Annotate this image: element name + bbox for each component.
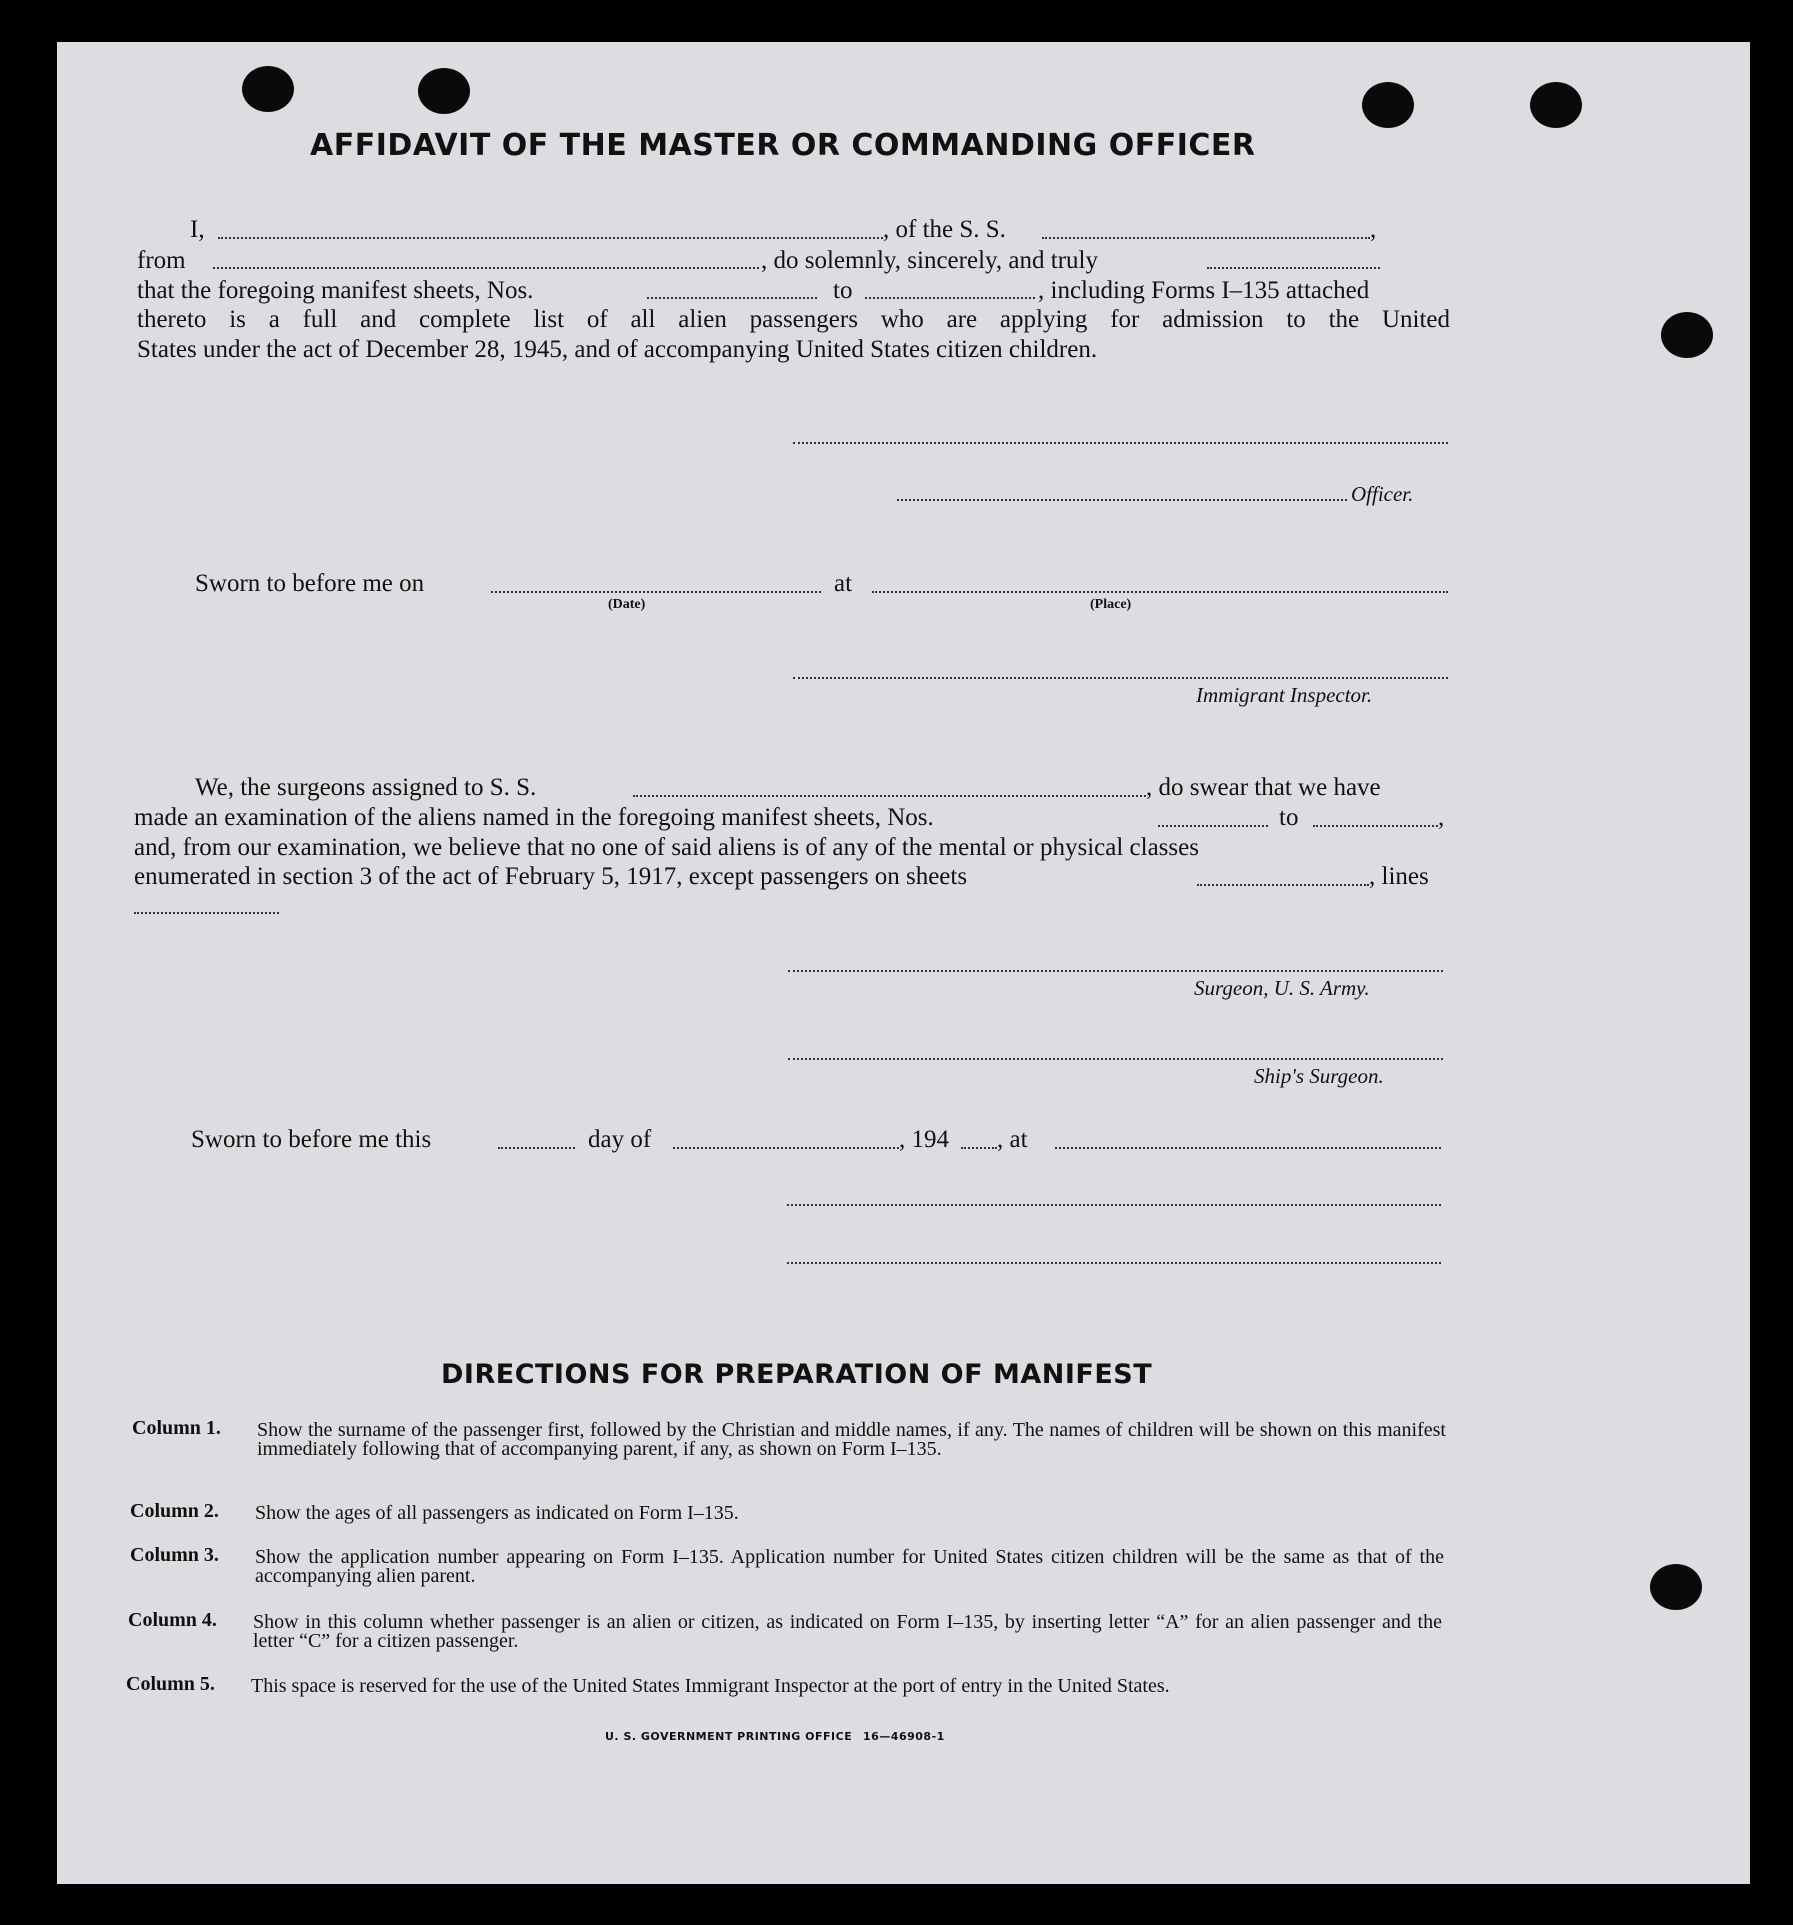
punch-hole — [242, 66, 294, 112]
date-caption: (Date) — [608, 597, 646, 612]
column-label: Column 1. — [132, 1417, 221, 1439]
place-caption: (Place) — [1090, 597, 1132, 612]
inspector-label: Immigrant Inspector. — [1196, 683, 1373, 707]
punch-hole — [1661, 312, 1713, 358]
affidavit-text: I, — [190, 216, 205, 243]
column-label: Column 2. — [130, 1500, 219, 1522]
signature-field[interactable] — [787, 1204, 1441, 1206]
sworn-text: day of — [588, 1126, 652, 1153]
except-sheets-field[interactable] — [1197, 884, 1369, 886]
sworn-text: Sworn to before me this — [191, 1126, 432, 1153]
affidavit-text: , do solemnly, sincerely, and truly — [761, 247, 1098, 274]
punch-hole — [1530, 82, 1582, 128]
affidavit-text: thereto is a full and complete list of all alien passengers who are applying for admission to the United — [137, 306, 1450, 333]
affidavit-text: , — [1370, 216, 1377, 243]
affidavit-text: from — [137, 247, 186, 274]
form-code: 16—46908-1 — [863, 1730, 945, 1743]
army-surgeon-label: Surgeon, U. S. Army. — [1194, 976, 1370, 1000]
sworn-year-field[interactable] — [961, 1147, 997, 1149]
column-text: Show in this column whether passenger is an alien or citizen, as indicated on Form I–135, by inserting letter “A” for an alien passenger and the letter “C” for a citizen passenger. — [253, 1611, 1442, 1652]
affidavit-text: States under the act of December 28, 1945, and of accompanying United States citizen children. — [137, 336, 1098, 363]
column-text: Show the ages of all passengers as indicated on Form I–135. — [255, 1502, 739, 1524]
punch-hole — [1362, 82, 1414, 128]
surgeons-text: , — [1438, 804, 1445, 831]
column-label: Column 5. — [126, 1673, 215, 1695]
sworn-text: Sworn to before me on — [195, 570, 425, 597]
printing-office: U. S. GOVERNMENT PRINTING OFFICE — [605, 1730, 853, 1743]
officer-label: Officer. — [1351, 482, 1414, 506]
surgeon-sheets-from-field[interactable] — [1158, 825, 1268, 827]
affidavit-text: that the foregoing manifest sheets, Nos. — [137, 277, 534, 304]
page-title: AFFIDAVIT OF THE MASTER OR COMMANDING OFFICER — [310, 128, 1256, 163]
sheets-to-field[interactable] — [865, 297, 1035, 299]
surgeon-ship-field[interactable] — [633, 795, 1146, 797]
except-lines-field[interactable] — [134, 912, 279, 914]
column-text: Show the application number appearing on Form I–135. Application number for United States citizen children will be the same as that of the accompanying alien parent. — [255, 1546, 1444, 1587]
affidavit-text: to — [833, 277, 853, 304]
column-text: Show the surname of the passenger first, followed by the Christian and middle names, if any. The names of children will be shown on this manifest immediately following that of accompanying parent, if any, as shown on Form I–135. — [257, 1419, 1446, 1460]
sworn-month-field[interactable] — [673, 1147, 899, 1149]
sworn-day-field[interactable] — [498, 1147, 575, 1149]
surgeons-text: to — [1279, 804, 1299, 831]
surgeons-text: , do swear that we have — [1146, 774, 1381, 801]
sworn-text: at — [834, 570, 853, 597]
column-text: This space is reserved for the use of the United States Immigrant Inspector at the port of entry in the United States. — [251, 1675, 1170, 1697]
surgeons-text: made an examination of the aliens named in the foregoing manifest sheets, Nos. — [134, 804, 934, 831]
punch-hole — [418, 68, 470, 114]
sworn-date-field[interactable] — [491, 591, 821, 593]
surgeons-text: , lines — [1369, 863, 1429, 890]
directions-title: DIRECTIONS FOR PREPARATION OF MANIFEST — [441, 1359, 1153, 1390]
surgeons-text: and, from our examination, we believe that no one of said aliens is of any of the mental or physical classes — [134, 834, 1199, 861]
officer-title-field[interactable] — [897, 499, 1347, 501]
column-label: Column 4. — [128, 1609, 217, 1631]
sworn-at-field[interactable] — [1055, 1147, 1441, 1149]
army-surgeon-signature-field[interactable] — [788, 970, 1443, 972]
sheets-from-field[interactable] — [647, 297, 817, 299]
master-name-field[interactable] — [218, 237, 883, 239]
sworn-place-field[interactable] — [872, 591, 1448, 593]
affidavit-text: , including Forms I–135 attached — [1038, 277, 1370, 304]
sworn-text: , 194 — [899, 1126, 949, 1153]
oath-word-field[interactable] — [1207, 267, 1380, 269]
ship-surgeon-label: Ship's Surgeon. — [1254, 1064, 1384, 1088]
sworn-text: , at — [997, 1126, 1028, 1153]
inspector-signature-field[interactable] — [793, 677, 1448, 679]
surgeons-text: enumerated in section 3 of the act of February 5, 1917, except passengers on sheets — [134, 863, 968, 890]
officer-signature-field[interactable] — [793, 442, 1448, 444]
ship-surgeon-signature-field[interactable] — [788, 1058, 1443, 1060]
from-port-field[interactable] — [213, 267, 759, 269]
punch-hole — [1650, 1564, 1702, 1610]
form-page — [57, 42, 1750, 1884]
surgeons-text: We, the surgeons assigned to S. S. — [195, 774, 537, 801]
column-label: Column 3. — [130, 1544, 219, 1566]
signature-title-field[interactable] — [787, 1262, 1441, 1264]
affidavit-text: , of the S. S. — [883, 216, 1006, 243]
surgeon-sheets-to-field[interactable] — [1313, 825, 1438, 827]
ship-name-field[interactable] — [1042, 237, 1370, 239]
